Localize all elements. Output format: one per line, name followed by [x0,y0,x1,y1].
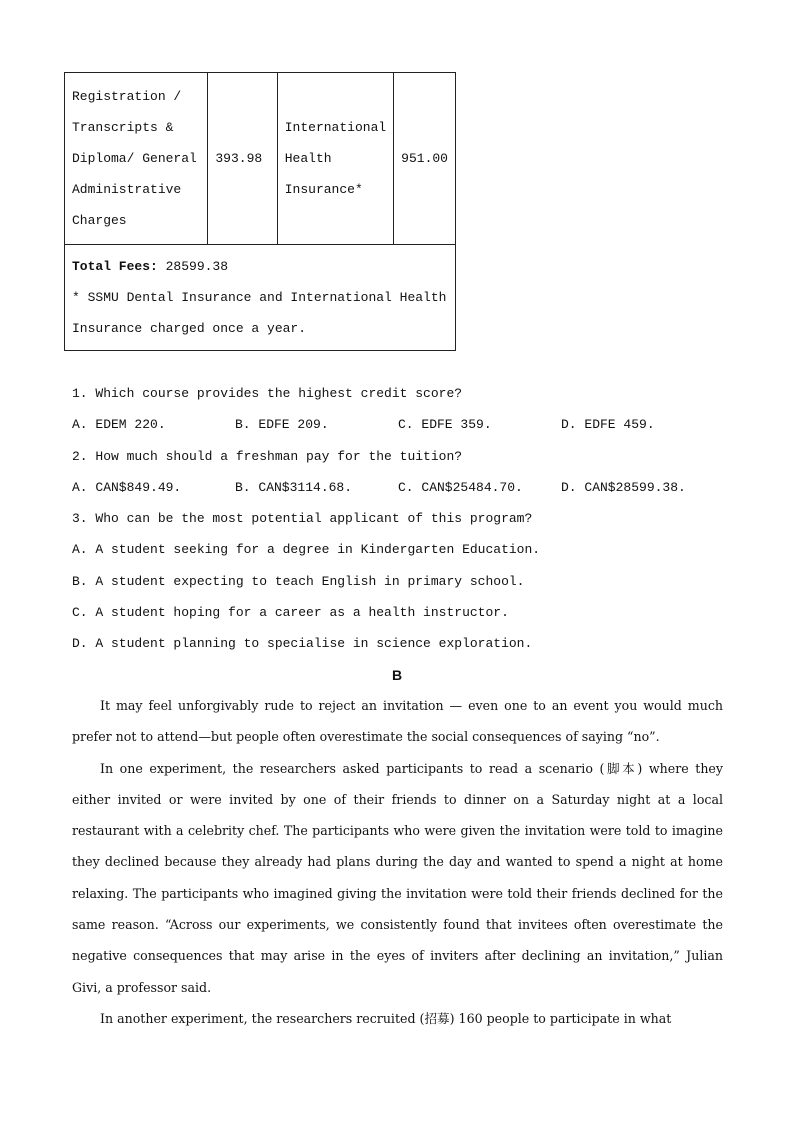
fee-item-registration [65,73,208,245]
option: D. CAN$28599.38. [561,479,686,495]
fee-item-label: Registration / Transcripts & Diploma/ General Administrative Charges [72,89,197,228]
option: A. A student seeking for a degree in Kindergarten Education. [72,542,541,558]
option: B. EDFE 209. [235,417,329,433]
total-fees [72,251,448,282]
option: B. A student expecting to teach English in primary school. [72,573,525,589]
option: A. EDEM 220. [72,417,166,433]
total-fees-value: 28599.38 [157,259,229,274]
question-list [72,378,732,660]
fee-amount-value: 951.00 [401,151,448,166]
passage [72,690,723,1034]
section-title: B [391,667,403,683]
question-stem: 2. How much should a freshman pay for the tuition? [72,448,463,464]
option: D. A student planning to specialise in science exploration. [72,636,533,652]
fee-item-label: International Health Insurance* [284,120,387,197]
fee-footer [65,245,456,351]
fee-amount-value: 393.98 [215,151,263,166]
passage-paragraph: It may feel unforgivably rude to reject an invitation — even one to an event you would much prefer not to attend—but people often overestimate the social consequences of saying “no”. [72,698,723,745]
option: C. A student hoping for a career as a health instructor. [72,605,509,621]
fee-row [65,73,456,245]
fee-item-insurance [277,73,393,245]
question-stem: 1. Which course provides the highest credit score? [72,386,463,401]
question-stem: 3. Who can be the most potential applicant of this program? [72,511,533,527]
total-fees-label: Total Fees: [72,259,158,274]
option: D. EDFE 459. [561,417,655,433]
fee-footer-row [65,245,456,351]
fee-amount-insurance [394,73,456,245]
option: C. EDFE 359. [398,417,492,433]
option: C. CAN$25484.70. [398,479,523,495]
question-options [72,472,732,503]
fee-note: * SSMU Dental Insurance and International Health Insurance charged once a year. [72,290,447,336]
question-options [72,409,732,440]
fee-amount-registration [208,73,277,245]
passage-paragraph: In one experiment, the researchers asked participants to read a scenario (脚本) where they either invited or were invited by one of their friends to dinner on a Saturday night at a local restaurant with a celebrity chef. The participants who were given the invitation were told to imagine they declined because they already had plans during the day and wanted to spend a night at home relaxing. The participants who imagined giving the invitation were told their friends declined for the same reason. “Across our experiments, we consistently found that invitees often overestimate the negative consequences that may arise in the eyes of inviters after declining an invitation,” Julian Givi, a professor said. [72,760,723,995]
option: B. CAN$3114.68. [235,479,353,495]
passage-paragraph: In another experiment, the researchers recruited (招募) 160 people to participate in what [100,1010,672,1026]
fee-table [64,72,456,351]
option: A. CAN$849.49. [72,479,182,495]
